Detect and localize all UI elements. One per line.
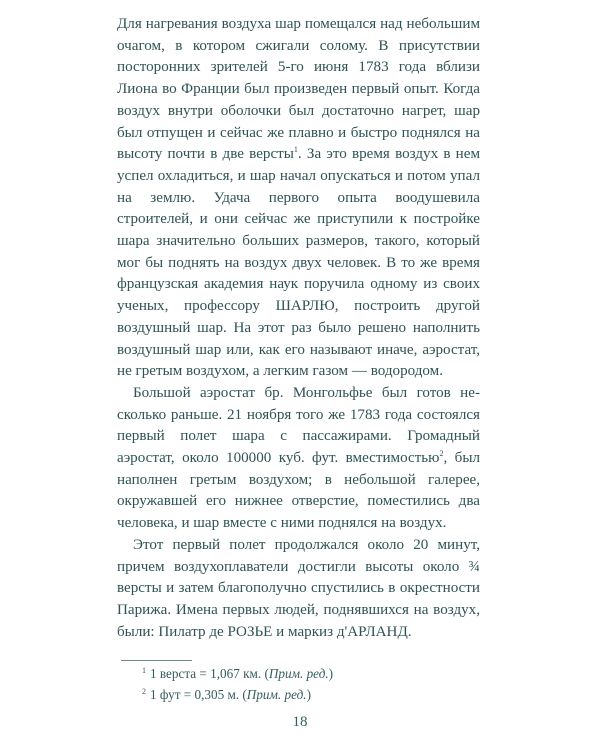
paragraph-1-part-1: Для нагревания воздуха шар помещался над небольшим очагом, в котором сжигали солому. В присутствии посторонних зрителей 5-го июня 1783 года вблизи Лиона во Франции был произведен первый опыт. Когда воздух внутри оболочки был достаточно нагрет, шар был отпущен и сейчас же плавно и быстро поднялся на высоту почти в две версты <box>117 16 480 163</box>
body-text <box>117 14 480 643</box>
paragraph-1-part-2: . За это время воздух в нем успел охладиться, и шар начал опускаться и потом упал на землю. Удача первого опыта воодушевила строителей, и они сейчас же приступили к постройке шара значительно больших размеров, такого, который мог бы поднять на воздух двух человек. В то же время французская академия наук поручила одному из своих ученых, профессору ШАРЛЮ, построить другой воздушный шар. На этот раз было решено наполнить воздушный шар или, как его называют иначе, аэростат, не гретым воздухом, а легким газом — водородом. <box>117 146 480 380</box>
footnote-1 <box>121 663 461 684</box>
footnote-2-editor-note: Прим. ред. <box>246 687 307 702</box>
footnote-divider <box>121 660 192 661</box>
footnote-2-close: ) <box>306 687 312 702</box>
footnote-1-editor-note: Прим. ред. <box>268 666 329 681</box>
footnote-1-mark: 1 <box>142 665 146 675</box>
footnote-ref-2: 2 <box>439 449 444 459</box>
footnote-2-mark: 2 <box>142 686 146 696</box>
paragraph-2-part-2: , был наполнен гретым воздухом; в небольшой галерее, окружавшей его нижнее отверстие, поместились два человека, и шар вместе с ними поднялся на воздух. <box>117 450 480 532</box>
footnote-1-text: 1 верста = 1,067 км. ( <box>150 666 269 681</box>
paragraph-2-part-1: Большой аэростат бр. Монгольфье был готов несколько раньше. 21 ноября того же 1783 года состоялся первый полет шара с пассажирами. Громадный аэростат, около 100000 куб. фут. вместимостью <box>117 384 480 467</box>
paragraph-3: Этот первый полет продолжался около 20 минут, причем воздухоплаватели достигли высоты около ¾ версты и затем благополучно спустились в окрестности Парижа. Имена первых людей, поднявшихся на воздух, были: Пилатр де РОЗЬЕ и маркиз д'АРЛАНД. <box>117 536 480 640</box>
footnote-2 <box>121 684 461 705</box>
footnote-1-close: ) <box>328 666 334 681</box>
paragraph-2 <box>117 383 480 535</box>
footnotes <box>121 663 461 705</box>
footnote-2-text: 1 фут = 0,305 м. ( <box>150 687 247 702</box>
footnote-ref-1: 1 <box>293 145 298 155</box>
paragraph-1 <box>117 14 480 383</box>
page-number: 18 <box>292 714 308 730</box>
